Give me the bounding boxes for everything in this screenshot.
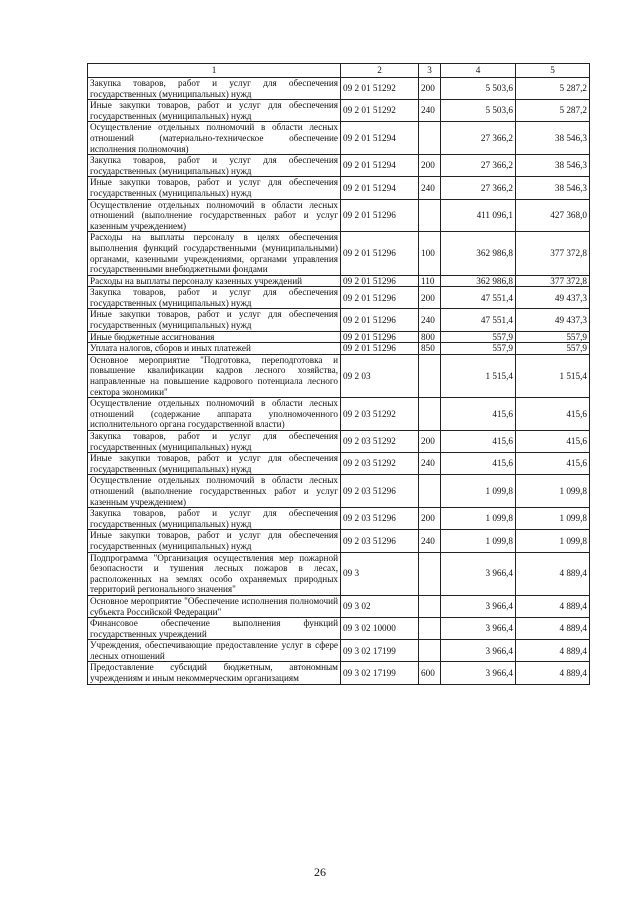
- row-description: Иные закупки товаров, работ и услуг для обеспечения государственных (муниципальных) нужд: [88, 530, 341, 552]
- row-amount-col4: 1 515,4: [441, 354, 516, 397]
- row-expense-type: 200: [419, 78, 441, 100]
- row-amount-col4: 362 986,8: [441, 275, 516, 287]
- row-amount-col5: 377 372,8: [516, 232, 590, 275]
- row-description: Закупка товаров, работ и услуг для обеспечения государственных (муниципальных) нужд: [88, 508, 341, 530]
- row-amount-col5: 4 889,4: [516, 618, 590, 640]
- row-amount-col5: 557,9: [516, 331, 590, 343]
- row-target-code: 09 3 02 17199: [341, 662, 419, 684]
- row-description: Расходы на выплаты персоналу казенных учреждений: [88, 275, 341, 287]
- row-description: Основное мероприятие "Обеспечение исполнения полномочий субъекта Российской Федерации": [88, 595, 341, 617]
- row-description: Осуществление отдельных полномочий в области лесных отношений (выполнение государственных работ и услуг казенным учреждением): [88, 199, 341, 232]
- row-target-code: 09 3 02 17199: [341, 640, 419, 662]
- table-row: [88, 199, 590, 232]
- row-description: Предоставление субсидий бюджетным, автономным учреждениям и иным некоммерческим организациям: [88, 662, 341, 684]
- row-amount-col4: 415,6: [441, 431, 516, 453]
- row-description: Закупка товаров, работ и услуг для обеспечения государственных (муниципальных) нужд: [88, 431, 341, 453]
- row-amount-col4: 3 966,4: [441, 640, 516, 662]
- row-target-code: 09 2 01 51296: [341, 275, 419, 287]
- row-expense-type: [419, 640, 441, 662]
- budget-table: [87, 63, 590, 685]
- row-amount-col5: 557,9: [516, 343, 590, 355]
- row-expense-type: 240: [419, 453, 441, 475]
- table-row: [88, 552, 590, 595]
- row-amount-col5: 49 437,3: [516, 309, 590, 331]
- row-target-code: 09 2 01 51296: [341, 287, 419, 309]
- table-row: [88, 354, 590, 397]
- table-row: [88, 177, 590, 199]
- row-target-code: 09 2 01 51296: [341, 199, 419, 232]
- table-row: [88, 100, 590, 122]
- row-expense-type: [419, 475, 441, 508]
- row-description: Иные закупки товаров, работ и услуг для обеспечения государственных (муниципальных) нужд: [88, 453, 341, 475]
- row-description: Основное мероприятие "Подготовка, переподготовка и повышение квалификации кадров лесного хозяйства, направленные на повышение кадрового потенциала лесного сектора экономики": [88, 354, 341, 397]
- row-description: Иные бюджетные ассигнования: [88, 331, 341, 343]
- row-target-code: 09 2 01 51294: [341, 177, 419, 199]
- row-amount-col5: 4 889,4: [516, 662, 590, 684]
- row-target-code: 09 2 01 51296: [341, 343, 419, 355]
- column-header-5: 5: [516, 64, 590, 78]
- row-target-code: 09 2 01 51296: [341, 331, 419, 343]
- row-amount-col5: 377 372,8: [516, 275, 590, 287]
- column-header-2: 2: [341, 64, 419, 78]
- row-expense-type: 850: [419, 343, 441, 355]
- row-amount-col4: 27 366,2: [441, 122, 516, 155]
- row-description: Подпрограмма "Организация осуществления мер пожарной безопасности и тушения лесных пожаров в лесах, расположенных на землях особо охраняемых природных территорий регионального значения": [88, 552, 341, 595]
- row-description: Осуществление отдельных полномочий в области лесных отношений (материально-техническое обеспечение исполнения полномочия): [88, 122, 341, 155]
- table-row: [88, 530, 590, 552]
- row-amount-col5: 415,6: [516, 431, 590, 453]
- row-amount-col4: 3 966,4: [441, 618, 516, 640]
- page-number: 26: [314, 865, 326, 879]
- row-description: Закупка товаров, работ и услуг для обеспечения государственных (муниципальных) нужд: [88, 78, 341, 100]
- row-amount-col4: 362 986,8: [441, 232, 516, 275]
- table-row: [88, 275, 590, 287]
- row-target-code: 09 2 01 51296: [341, 309, 419, 331]
- row-amount-col4: 47 551,4: [441, 287, 516, 309]
- row-amount-col4: 1 099,8: [441, 475, 516, 508]
- table-row: [88, 662, 590, 684]
- row-expense-type: [419, 618, 441, 640]
- row-amount-col4: 27 366,2: [441, 155, 516, 177]
- row-target-code: 09 2 01 51294: [341, 122, 419, 155]
- row-expense-type: 100: [419, 232, 441, 275]
- table-row: [88, 343, 590, 355]
- row-amount-col5: 1 515,4: [516, 354, 590, 397]
- row-amount-col5: 1 099,8: [516, 508, 590, 530]
- row-amount-col5: 427 368,0: [516, 199, 590, 232]
- row-amount-col4: 5 503,6: [441, 78, 516, 100]
- row-target-code: 09 2 03: [341, 354, 419, 397]
- table-row: [88, 640, 590, 662]
- table-row: [88, 78, 590, 100]
- row-expense-type: 240: [419, 309, 441, 331]
- row-expense-type: 110: [419, 275, 441, 287]
- table-row: [88, 398, 590, 431]
- row-target-code: 09 2 03 51292: [341, 398, 419, 431]
- table-row: [88, 595, 590, 617]
- row-target-code: 09 2 03 51296: [341, 475, 419, 508]
- row-expense-type: [419, 199, 441, 232]
- table-header-row: [88, 64, 590, 78]
- row-expense-type: 200: [419, 431, 441, 453]
- row-amount-col4: 415,6: [441, 398, 516, 431]
- row-amount-col4: 415,6: [441, 453, 516, 475]
- row-expense-type: 200: [419, 155, 441, 177]
- row-amount-col4: 3 966,4: [441, 595, 516, 617]
- row-expense-type: [419, 552, 441, 595]
- row-amount-col4: 1 099,8: [441, 508, 516, 530]
- row-amount-col5: 38 546,3: [516, 155, 590, 177]
- row-target-code: 09 2 01 51292: [341, 100, 419, 122]
- row-expense-type: 200: [419, 287, 441, 309]
- column-header-1: 1: [88, 64, 341, 78]
- table-row: [88, 331, 590, 343]
- row-amount-col4: 3 966,4: [441, 552, 516, 595]
- row-amount-col4: 47 551,4: [441, 309, 516, 331]
- row-target-code: 09 2 03 51296: [341, 530, 419, 552]
- table-row: [88, 287, 590, 309]
- row-expense-type: 240: [419, 100, 441, 122]
- row-amount-col4: 411 096,1: [441, 199, 516, 232]
- table-row: [88, 431, 590, 453]
- row-description: Закупка товаров, работ и услуг для обеспечения государственных (муниципальных) нужд: [88, 287, 341, 309]
- row-amount-col5: 1 099,8: [516, 475, 590, 508]
- row-target-code: 09 2 03 51292: [341, 431, 419, 453]
- row-amount-col4: 27 366,2: [441, 177, 516, 199]
- row-description: Закупка товаров, работ и услуг для обеспечения государственных (муниципальных) нужд: [88, 155, 341, 177]
- table-row: [88, 309, 590, 331]
- row-description: Иные закупки товаров, работ и услуг для обеспечения государственных (муниципальных) нужд: [88, 309, 341, 331]
- table-row: [88, 122, 590, 155]
- row-description: Уплата налогов, сборов и иных платежей: [88, 343, 341, 355]
- row-amount-col5: 49 437,3: [516, 287, 590, 309]
- table-row: [88, 155, 590, 177]
- row-amount-col5: 4 889,4: [516, 552, 590, 595]
- row-expense-type: 200: [419, 508, 441, 530]
- row-amount-col5: 4 889,4: [516, 595, 590, 617]
- row-description: Осуществление отдельных полномочий в области лесных отношений (выполнение государственных работ и услуг казенным учреждением): [88, 475, 341, 508]
- row-target-code: 09 3 02 10000: [341, 618, 419, 640]
- row-target-code: 09 2 03 51292: [341, 453, 419, 475]
- table-row: [88, 508, 590, 530]
- table-row: [88, 232, 590, 275]
- row-target-code: 09 2 01 51294: [341, 155, 419, 177]
- row-description: Осуществление отдельных полномочий в области лесных отношений (содержание аппарата уполномоченного исполнительного органа государственной власти): [88, 398, 341, 431]
- row-expense-type: 240: [419, 177, 441, 199]
- row-target-code: 09 2 03 51296: [341, 508, 419, 530]
- column-header-4: 4: [441, 64, 516, 78]
- row-description: Иные закупки товаров, работ и услуг для обеспечения государственных (муниципальных) нужд: [88, 177, 341, 199]
- row-target-code: 09 2 01 51292: [341, 78, 419, 100]
- row-amount-col4: 5 503,6: [441, 100, 516, 122]
- row-expense-type: 240: [419, 530, 441, 552]
- table-row: [88, 453, 590, 475]
- row-expense-type: 800: [419, 331, 441, 343]
- row-amount-col4: 557,9: [441, 343, 516, 355]
- column-header-3: 3: [419, 64, 441, 78]
- row-amount-col5: 415,6: [516, 453, 590, 475]
- row-amount-col4: 557,9: [441, 331, 516, 343]
- row-target-code: 09 2 01 51296: [341, 232, 419, 275]
- row-amount-col5: 5 287,2: [516, 78, 590, 100]
- row-expense-type: [419, 354, 441, 397]
- row-amount-col5: 1 099,8: [516, 530, 590, 552]
- row-amount-col4: 3 966,4: [441, 662, 516, 684]
- row-amount-col5: 415,6: [516, 398, 590, 431]
- row-amount-col5: 5 287,2: [516, 100, 590, 122]
- row-amount-col5: 4 889,4: [516, 640, 590, 662]
- row-amount-col5: 38 546,3: [516, 122, 590, 155]
- row-amount-col4: 1 099,8: [441, 530, 516, 552]
- row-target-code: 09 3 02: [341, 595, 419, 617]
- row-description: Учреждения, обеспечивающие предоставление услуг в сфере лесных отношений: [88, 640, 341, 662]
- row-description: Иные закупки товаров, работ и услуг для обеспечения государственных (муниципальных) нужд: [88, 100, 341, 122]
- row-amount-col5: 38 546,3: [516, 177, 590, 199]
- table-row: [88, 475, 590, 508]
- row-target-code: 09 3: [341, 552, 419, 595]
- row-expense-type: [419, 595, 441, 617]
- row-description: Расходы на выплаты персоналу в целях обеспечения выполнения функций государственными (муниципальными) органами, казенными учреждениями, органами управления государственными внебюджетными фондами: [88, 232, 341, 275]
- row-expense-type: [419, 122, 441, 155]
- row-expense-type: 600: [419, 662, 441, 684]
- row-expense-type: [419, 398, 441, 431]
- row-description: Финансовое обеспечение выполнения функций государственных учреждений: [88, 618, 341, 640]
- table-row: [88, 618, 590, 640]
